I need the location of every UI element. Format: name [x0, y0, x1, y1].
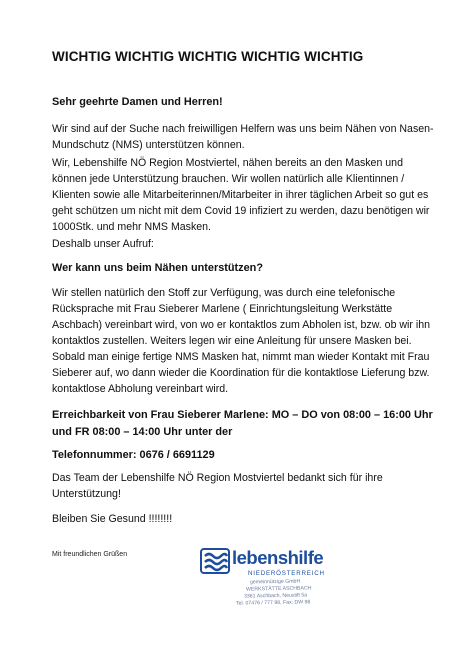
- logo-wordmark: lebenshilfe: [232, 547, 324, 568]
- greeting: Sehr geehrte Damen und Herren!: [52, 96, 223, 108]
- paragraph-thanks: Das Team der Lebenshilfe NÖ Region Mostviertel bedankt sich für ihre Unterstützung!: [52, 472, 383, 500]
- lebenshilfe-logo: [200, 548, 330, 610]
- question-heading: Wer kann uns beim Nähen unterstützen?: [52, 262, 263, 274]
- stamp-line-2: WERKSTÄTTE ASCHBACH: [245, 585, 312, 593]
- logo-emblem-icon: [200, 548, 230, 574]
- availability-text: Erreichbarkeit von Frau Sieberer Marlene: MO – DO von 08:00 – 16:00 Uhr und FR 08:00 – 14:00 Uhr unter der: [52, 409, 433, 438]
- paragraph-farewell: Bleiben Sie Gesund !!!!!!!!: [52, 513, 173, 525]
- paragraph-details: Wir stellen natürlich den Stoff zur Verfügung, was durch eine telefonische Rücksprache mit Frau Sieberer Marlene ( Einrichtungsleitung Werkstätte Aschbach) vereinbart wird, von wo er kontaktlos zum Abholen ist, bzw. ob wir ihn kontaktlos zustellen. Weiters legen wir eine Anleitung für unsere Masken bei. Sobald man einige fertige NMS Masken hat, nimmt man wieder Kontakt mit Frau Sieberer auf, wo dann wieder die Koordination für die kontaktlose Lieferung bzw. kontaktlose Abholung vereinbart wird.: [52, 287, 431, 395]
- stamp-line-1: gemeinnützige GmbH: [249, 578, 301, 586]
- phone-number: Telefonnummer: 0676 / 6691129: [52, 449, 215, 461]
- closing-text: Mit freundlichen Grüßen: [52, 551, 128, 558]
- stamp-line-4: Tel. 07476 / 777 98, Fax: DW 98: [235, 599, 311, 607]
- paragraph-lebenshilfe: Wir, Lebenshilfe NÖ Region Mostviertel, nähen bereits an den Masken und können jede Unterstützung brauchen. Wir wollen natürlich alle Klientinnen / Klienten sowie alle Mitarbeiterinnen/Mitarbeiter in ihrer täglichen Arbeit so gut es geht schützen um nicht mit dem Covid 19 infiziert zu werden, dazu benötigen wir 1000Stk. und mehr NMS Masken.: [52, 157, 430, 233]
- logo-subtitle: NIEDERÖSTERREICH: [248, 570, 325, 577]
- headline: WICHTIG WICHTIG WICHTIG WICHTIG WICHTIG: [52, 49, 364, 64]
- paragraph-aufruf: Deshalb unser Aufruf:: [52, 238, 154, 250]
- paragraph-intro: Wir sind auf der Suche nach freiwilligen Helfern was uns beim Nähen von Nasen-Mundschutz (NMS) unterstützen können.: [52, 123, 434, 151]
- stamp-line-3: 3361 Aschbach, Neustift 5a: [243, 592, 308, 600]
